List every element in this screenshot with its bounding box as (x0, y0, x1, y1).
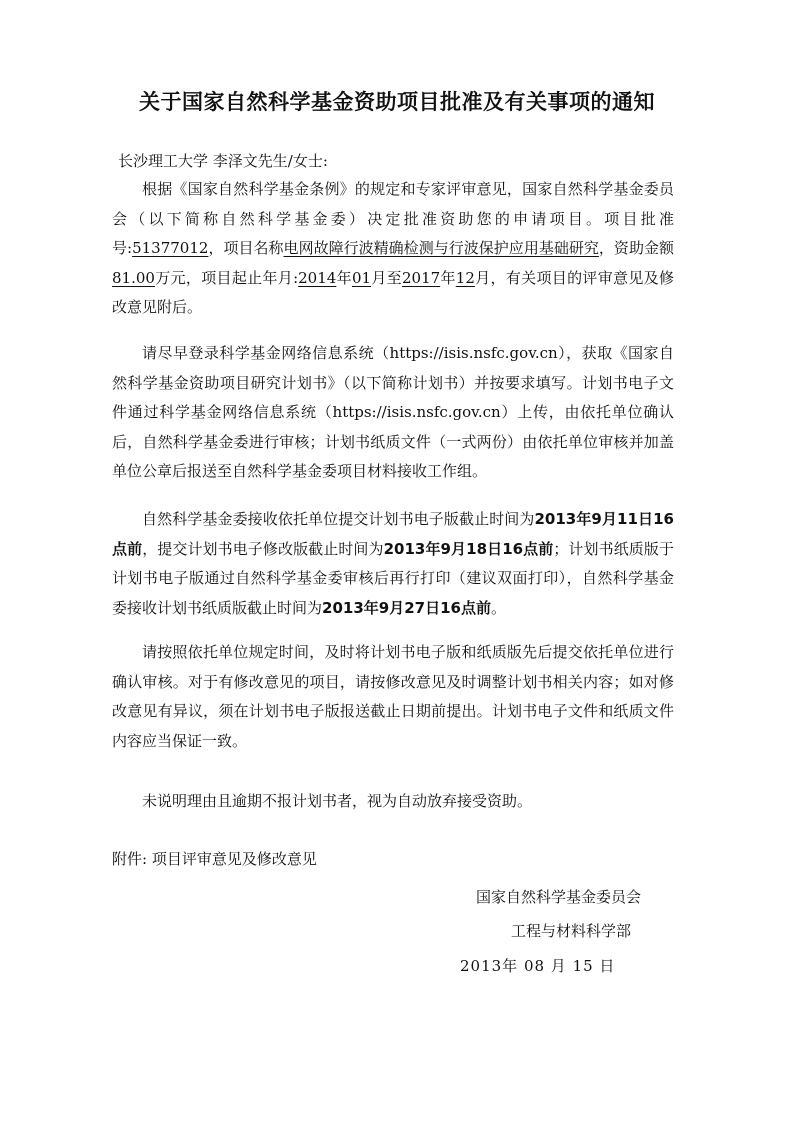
end-month: 12 (455, 268, 475, 287)
p3-text-3: ；计划书纸质版于计划书电子版通过自然科学基金委审核后再行打印（建议双面打印），自然科学基金委接收计划书纸质版截止时间为 (112, 539, 674, 617)
p3-text-2: ，提交计划书电子修改版截止时间为 (142, 539, 384, 558)
p1-text-1: 根据《国家自然科学基金条例》的规定和专家评审意见，国家自然科学基金委员会（以下简称自然科学基金委）决定批准资助您的申请项目。项目批准号: (112, 180, 674, 257)
document-title: 关于国家自然科学基金资助项目批准及有关事项的通知 (139, 90, 655, 114)
paragraph-login-instructions: 请尽早登录科学基金网络信息系统（https://isis.nsfc.gov.cn），获取《国家自然科学基金资助项目研究计划书》（以下简称计划书）并按要求填写。计划书电子文件通过科学基金网络信息系统（https://isis.nsfc.gov.cn）上传，由依托单位确认后，自然科学基金委进行审核；计划书纸质文件（一式两份）由依托单位审核并加盖单位公章后报送至自然科学基金委项目材料接收工作组。 (112, 344, 674, 480)
p3-text-1: 自然科学基金委接收依托单位提交计划书电子版截止时间为 (142, 510, 535, 528)
paragraph-forfeit: 未说明理由且逾期不报计划书者，视为自动放弃接受资助。 (142, 792, 533, 810)
deadline-paper: 2013年9月27日16点前 (322, 598, 491, 617)
signature-date: 2013年 08 月 15 日 (460, 957, 616, 975)
funding-amount: 81.00 (112, 268, 155, 287)
start-month: 01 (351, 268, 372, 287)
signature-dept: 工程与材料科学部 (511, 922, 632, 940)
p1-text-8: 月，有关项目的评审意见及修改意见附后。 (112, 268, 674, 316)
p1-text-6: 月至 (371, 268, 402, 287)
deadline-electronic: 2013年9月11日16点前 (112, 510, 674, 558)
p1-text-4: 万元，项目起止年月: (154, 268, 299, 287)
deadline-revised: 2013年9月18日16点前 (383, 539, 554, 558)
p1-text-7: 年 (440, 268, 456, 287)
start-year: 2014 (298, 268, 337, 287)
p3-text-4: 。 (490, 598, 506, 617)
p1-text-3: ，资助金额 (598, 239, 674, 257)
p1-text-2: ，项目名称 (208, 239, 284, 257)
signature-org: 国家自然科学基金委员会 (476, 888, 642, 906)
p1-text-5: 年 (336, 268, 352, 287)
grant-number: 51377012 (132, 239, 209, 257)
paragraph-review: 请按照依托单位规定时间，及时将计划书电子版和纸质版先后提交依托单位进行确认审核。对于有修改意见的项目，请按修改意见及时调整计划书相关内容；如对修改意见有异议，须在计划书电子版报送截止日期前提出。计划书电子文件和纸质文件内容应当保证一致。 (112, 643, 674, 750)
paragraph-deadlines (112, 505, 674, 623)
greeting: 长沙理工大学 李泽文先生/女士: (118, 152, 328, 170)
project-name: 电网故障行波精确检测与行波保护应用基础研究 (283, 239, 599, 257)
paragraph-approval (112, 175, 674, 323)
end-year: 2017 (401, 268, 441, 287)
attachment-note: 附件: 项目评审意见及修改意见 (112, 850, 317, 868)
